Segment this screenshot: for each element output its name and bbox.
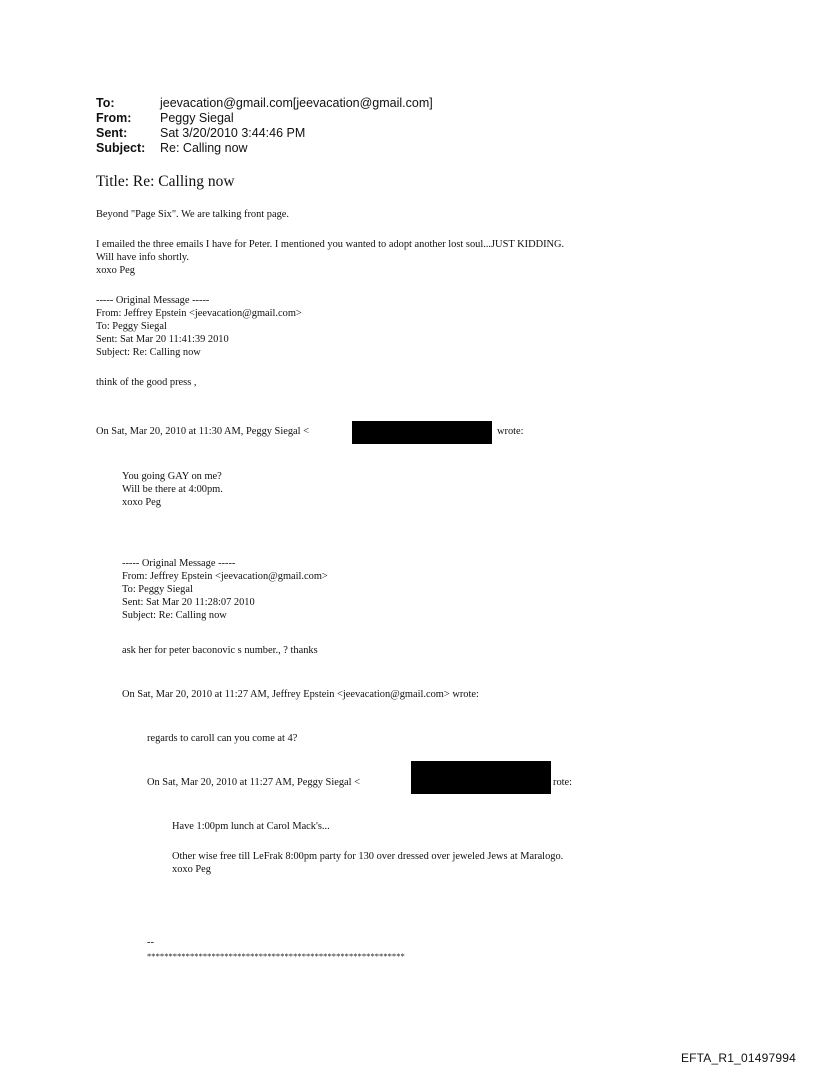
quote-body: regards to caroll can you come at 4? [147, 733, 298, 744]
quote-intro-tail: wrote: [497, 426, 524, 437]
quote-intro: On Sat, Mar 20, 2010 at 11:27 AM, Jeffrey Epstein <jeevacation@gmail.com> wrote: [122, 689, 479, 700]
to-row [96, 96, 433, 111]
redaction-bar [352, 421, 492, 444]
body-signoff: xoxo Peg [96, 265, 135, 276]
sent-label: Sent: [96, 126, 128, 140]
original-subject: Subject: Re: Calling now [96, 347, 201, 358]
document-id: EFTA_R1_01497994 [680, 1051, 796, 1065]
subject-row [96, 141, 433, 156]
quote-line-2: Other wise free till LeFrak 8:00pm party for 130 over dressed over jeweled Jews at Maralogo. [172, 851, 564, 862]
to-value: jeevacation@gmail.com[jeevacation@gmail.com] [160, 96, 433, 110]
sent-row [96, 126, 433, 141]
body-line-2: I emailed the three emails I have for Peter. I mentioned you wanted to adopt another lost soul...JUST KIDDING. [96, 239, 565, 250]
original-message-marker: ----- Original Message ----- [122, 558, 236, 569]
quote-line-1: Have 1:00pm lunch at Carol Mack's... [172, 821, 330, 832]
original-sent: Sent: Sat Mar 20 11:28:07 2010 [122, 597, 255, 608]
quote-intro: On Sat, Mar 20, 2010 at 11:30 AM, Peggy Siegal < [96, 426, 309, 437]
quote-intro-tail: rote: [553, 777, 573, 788]
email-header [96, 96, 433, 156]
sent-value: Sat 3/20/2010 3:44:46 PM [160, 126, 306, 140]
quote-signoff: xoxo Peg [122, 497, 161, 508]
original-from: From: Jeffrey Epstein <jeevacation@gmail.com> [96, 308, 302, 319]
original-sent: Sent: Sat Mar 20 11:41:39 2010 [96, 334, 229, 345]
original-message-marker: ----- Original Message ----- [96, 295, 210, 306]
original-to: To: Peggy Siegal [96, 321, 167, 332]
email-title: Title: Re: Calling now [96, 173, 235, 190]
quote-signoff: xoxo Peg [172, 864, 211, 875]
quote-line-2: Will be there at 4:00pm. [122, 484, 223, 495]
original-body: think of the good press , [96, 377, 197, 388]
signature-stars: ************************************************************ [147, 951, 405, 961]
subject-value: Re: Calling now [160, 141, 248, 155]
original-from: From: Jeffrey Epstein <jeevacation@gmail.com> [122, 571, 328, 582]
body-line-1: Beyond "Page Six". We are talking front page. [96, 209, 289, 220]
to-label: To: [96, 96, 115, 110]
from-label: From: [96, 111, 132, 125]
subject-label: Subject: [96, 141, 146, 155]
body-line-3: Will have info shortly. [96, 252, 189, 263]
redaction-bar [411, 761, 551, 794]
original-subject: Subject: Re: Calling now [122, 610, 227, 621]
original-to: To: Peggy Siegal [122, 584, 193, 595]
signature-dashes: -- [147, 937, 154, 948]
original-body: ask her for peter baconovic s number., ? thanks [122, 645, 318, 656]
quote-line-1: You going GAY on me? [122, 471, 222, 482]
quote-intro: On Sat, Mar 20, 2010 at 11:27 AM, Peggy Siegal < [147, 777, 360, 788]
from-value: Peggy Siegal [160, 111, 234, 125]
from-row [96, 111, 433, 126]
